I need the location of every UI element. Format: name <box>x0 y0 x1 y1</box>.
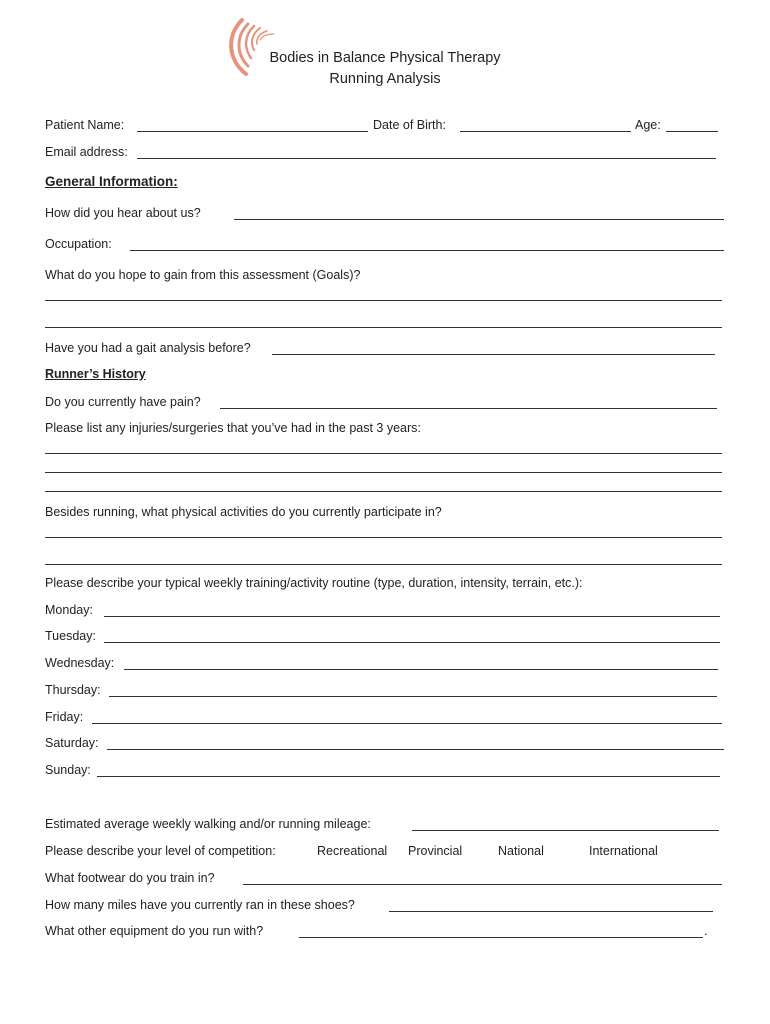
equipment-period: . <box>704 924 708 938</box>
day-label-friday: Friday: <box>45 710 84 724</box>
mileage-label: Estimated average weekly walking and/or running mileage: <box>45 817 371 831</box>
age-field[interactable] <box>666 131 718 132</box>
day-label-thursday: Thursday: <box>45 683 101 697</box>
equipment-label: What other equipment do you run with? <box>45 924 264 938</box>
injuries-label: Please list any injuries/surgeries that you’ve had in the past 3 years: <box>45 421 421 435</box>
equipment-field[interactable] <box>299 937 703 938</box>
mileage-field[interactable] <box>412 830 719 831</box>
dob-label: Date of Birth: <box>373 118 446 132</box>
day-label-wednesday: Wednesday: <box>45 656 115 670</box>
day-label-tuesday: Tuesday: <box>45 629 96 643</box>
sunday-field[interactable] <box>97 776 720 777</box>
hear-label: How did you hear about us? <box>45 206 201 220</box>
form-title: Running Analysis <box>329 71 441 87</box>
patient-name-label: Patient Name: <box>45 118 125 132</box>
gait-label: Have you had a gait analysis before? <box>45 341 251 355</box>
level-international[interactable]: International <box>589 844 658 858</box>
day-label-monday: Monday: <box>45 603 93 617</box>
injuries-field-2[interactable] <box>45 472 722 473</box>
competition-label: Please describe your level of competition: <box>45 844 276 858</box>
runners-history-heading: Runner’s History <box>45 367 146 381</box>
level-provincial[interactable]: Provincial <box>408 844 463 858</box>
pain-field[interactable] <box>220 408 717 409</box>
wednesday-field[interactable] <box>124 669 718 670</box>
activities-label: Besides running, what physical activities do you currently participate in? <box>45 505 442 519</box>
activities-field-2[interactable] <box>45 564 722 565</box>
occupation-field[interactable] <box>130 250 724 251</box>
routine-intro: Please describe your typical weekly training/activity routine (type, duration, intensity, terrain, etc.): <box>45 576 583 590</box>
dob-field[interactable] <box>460 131 631 132</box>
day-label-saturday: Saturday: <box>45 736 99 750</box>
saturday-field[interactable] <box>107 749 724 750</box>
org-name: Bodies in Balance Physical Therapy <box>269 50 501 66</box>
tuesday-field[interactable] <box>104 642 720 643</box>
email-label: Email address: <box>45 145 128 159</box>
monday-field[interactable] <box>104 616 720 617</box>
goals-field-1[interactable] <box>45 300 722 301</box>
thursday-field[interactable] <box>109 696 717 697</box>
pain-label: Do you currently have pain? <box>45 395 201 409</box>
patient-name-field[interactable] <box>137 131 368 132</box>
goals-field-2[interactable] <box>45 327 722 328</box>
occupation-label: Occupation: <box>45 237 112 251</box>
activities-field-1[interactable] <box>45 537 722 538</box>
day-label-sunday: Sunday: <box>45 763 91 777</box>
injuries-field-1[interactable] <box>45 453 722 454</box>
footwear-label: What footwear do you train in? <box>45 871 215 885</box>
footwear-field[interactable] <box>243 884 722 885</box>
hear-field[interactable] <box>234 219 724 220</box>
injuries-field-3[interactable] <box>45 491 722 492</box>
miles-label: How many miles have you currently ran in these shoes? <box>45 898 355 912</box>
goals-label: What do you hope to gain from this assessment (Goals)? <box>45 268 361 282</box>
miles-field[interactable] <box>389 911 713 912</box>
email-field[interactable] <box>137 158 716 159</box>
general-info-heading: General Information: <box>45 174 178 189</box>
friday-field[interactable] <box>92 723 722 724</box>
level-national[interactable]: National <box>498 844 544 858</box>
gait-field[interactable] <box>272 354 715 355</box>
age-label: Age: <box>635 118 661 132</box>
level-recreational[interactable]: Recreational <box>317 844 388 858</box>
